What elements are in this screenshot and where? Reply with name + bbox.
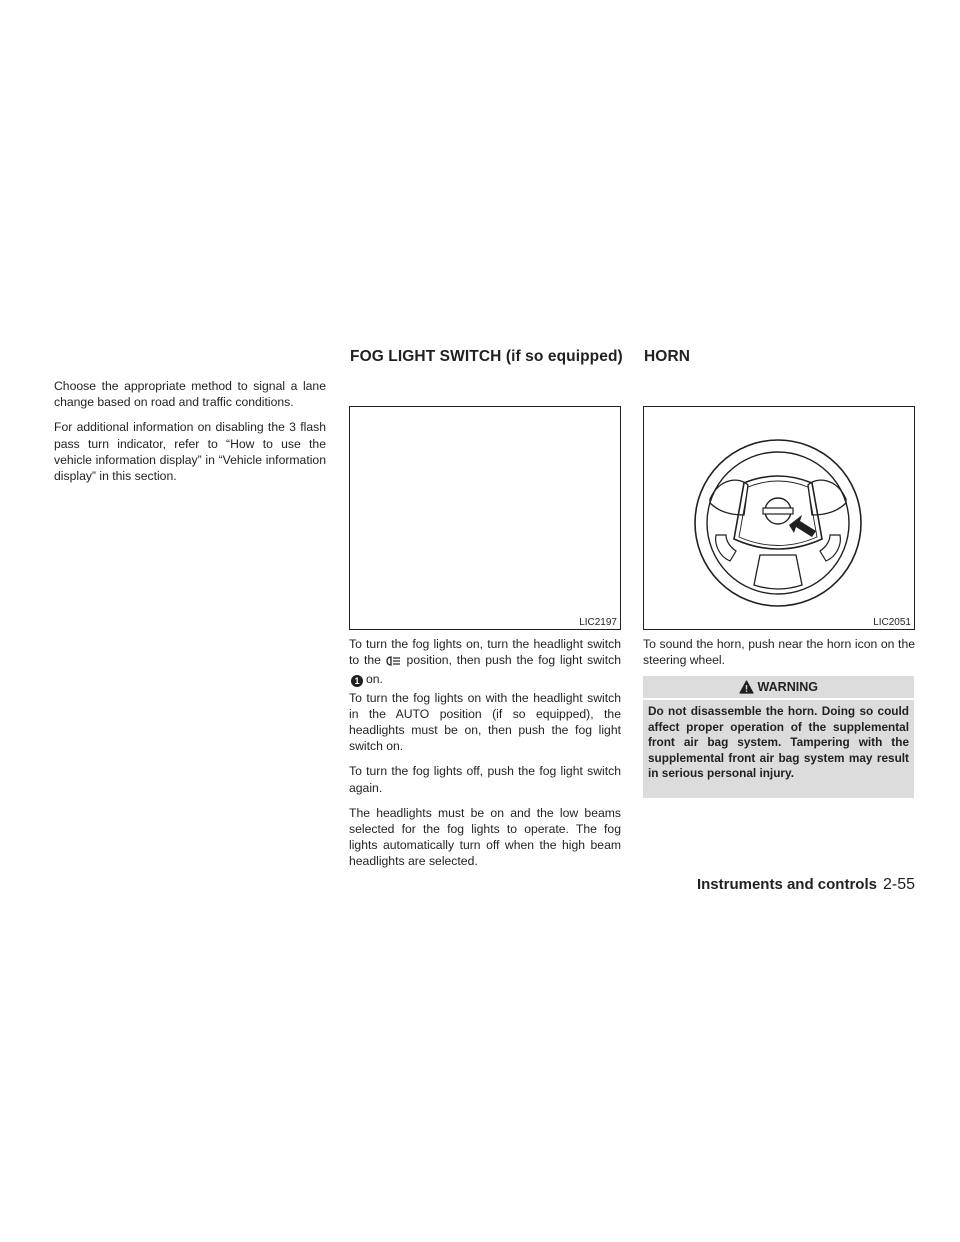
figure-code: LIC2051	[873, 617, 911, 628]
fog-on-paragraph	[349, 636, 621, 688]
fog-light-heading: FOG LIGHT SWITCH (if so equipped)	[350, 348, 623, 365]
fog-operate-paragraph: The headlights must be on and the low beams selected for the fog lights to operate. The fog lights automatically turn off when the high beam headlights are selected.	[349, 805, 621, 869]
flash-pass-paragraph: For additional information on disabling the 3 flash pass turn indicator, refer to “How to use the vehicle information display” in “Vehicle information display” in this section.	[54, 420, 326, 484]
fog-light-figure	[349, 406, 621, 630]
left-column	[54, 378, 326, 493]
figure-code: LIC2197	[579, 617, 617, 628]
fog-on-text-c: on.	[366, 672, 383, 687]
horn-column	[643, 636, 915, 677]
fog-off-paragraph: To turn the fog lights off, push the fog light switch again.	[349, 764, 621, 795]
fog-on-text-a: To turn the fog lights on, turn the headlight switch to the	[349, 637, 621, 668]
warning-text: Do not disassemble the horn. Doing so could affect proper operation of the supplemental front air bag system. Tampering with the supplemental front air bag system may result in serious personal injury.	[643, 700, 914, 798]
page-footer	[697, 876, 915, 894]
warning-title: WARNING	[757, 680, 818, 694]
headlight-icon	[386, 655, 402, 671]
fog-on-text-b: position, then push the fog light switch	[406, 653, 622, 668]
callout-number: 1	[351, 675, 363, 687]
fog-auto-paragraph: To turn the fog lights on with the headlight switch in the AUTO position (if so equipped), the headlights must be on, then push the fog light switch on.	[349, 690, 621, 754]
lane-change-paragraph: Choose the appropriate method to signal a lane change based on road and traffic conditions.	[54, 379, 326, 410]
warning-triangle-icon	[739, 679, 754, 701]
footer-section-title: Instruments and controls	[696, 876, 877, 893]
horn-figure	[643, 406, 915, 630]
horn-paragraph: To sound the horn, push near the horn icon on the steering wheel.	[643, 637, 915, 668]
fog-light-column	[349, 636, 621, 879]
horn-heading: HORN	[644, 348, 691, 365]
warning-header	[643, 676, 914, 698]
page-number: 2-55	[882, 876, 915, 893]
steering-wheel-illustration	[644, 407, 914, 629]
